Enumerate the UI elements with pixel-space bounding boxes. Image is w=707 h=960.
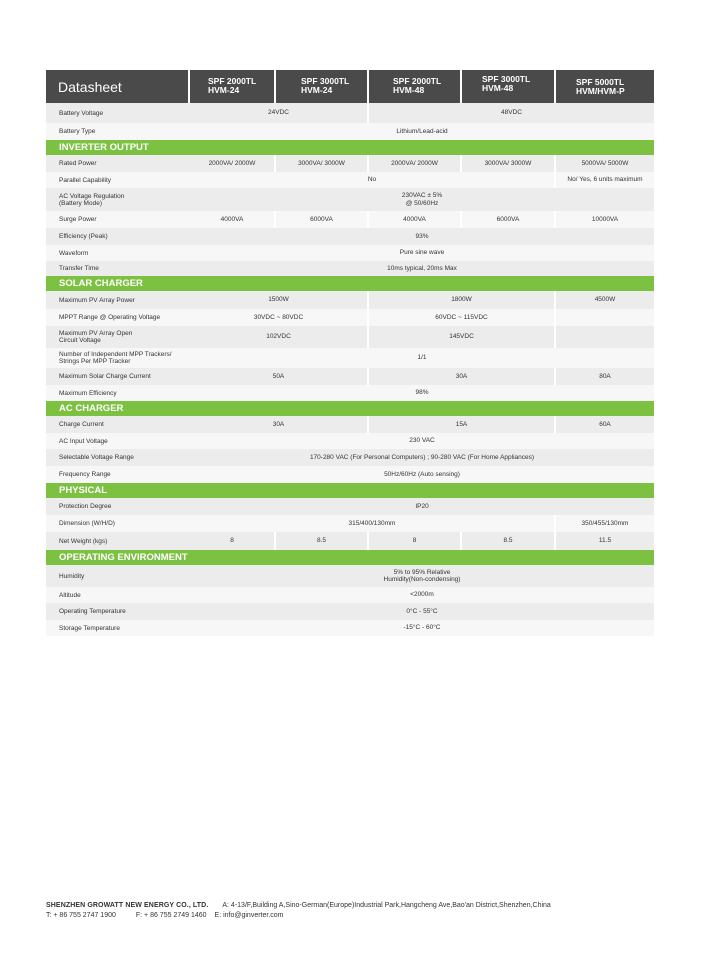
row-value [190,565,654,587]
row-value-line: 1800W [451,296,472,304]
row-value-line: 80A [599,372,611,380]
row-label-line: Efficiency (Peak) [59,233,108,240]
row-value-line: 8 [412,537,417,545]
row-value [369,416,554,433]
row-value-line: 98% [415,389,429,397]
table-row [46,123,654,140]
row-value [190,433,654,449]
row-value [556,291,654,309]
row-label-line: Protection Degree [59,503,112,510]
row-value-line: 60A [599,420,611,428]
model-header-1: SPF 2000TL HVM-24 [190,70,274,103]
model-header-3: SPF 2000TL HVM-48 [369,70,460,103]
table-row [46,103,654,123]
row-value [190,587,654,603]
row-value-line: 10ms typical, 20ms Max [387,264,457,272]
section-header: INVERTER OUTPUT [46,140,654,155]
row-value [190,385,654,401]
table-row [46,245,654,261]
row-label-line: Storage Temperature [59,624,120,632]
section-header: SOLAR CHARGER [46,276,654,291]
row-label [46,565,190,587]
row-label-line: Operating Temperature [59,608,126,615]
row-label [46,188,190,211]
row-value-line: Lithium/Lead-acid [396,127,448,135]
row-value [190,515,554,532]
row-label [46,103,190,123]
row-value-line: 6000VA [496,215,520,223]
row-label [46,348,190,368]
row-value [462,155,554,172]
footer [46,901,666,921]
row-value-line: 230VAC ± 5% [401,192,443,199]
row-label-line: MPPT Range @ Operating Voltage [59,314,161,321]
row-value-line: 315/400/130mm [348,519,396,527]
row-value-line: 30A [272,420,285,428]
row-value [556,155,654,172]
company-address: A: 4-13/F,Building A,Sino-German(Europe)Industrial Park,Hangcheng Ave,Bao'an District,Shenzhen,China [222,902,551,909]
row-value-line: 8.5 [503,537,513,545]
section-header: AC CHARGER [46,401,654,416]
row-label [46,228,190,245]
row-label-line: Circuit Voltage [59,337,101,344]
row-value [369,211,460,228]
row-value-line: 0°C - 55°C [406,607,438,615]
row-value [276,211,367,228]
row-value-line: 5000VA/ 5000W [581,159,629,167]
row-label-line: Maximum PV Array Power [59,296,135,304]
row-label [46,261,190,276]
row-value [369,368,554,385]
company-name: SHENZHEN GROWATT NEW ENERGY CO., LTD. [46,902,209,909]
row-label [46,123,190,140]
row-value [462,211,554,228]
table-row [46,466,654,483]
row-value-line: 4000VA [403,215,426,223]
row-label [46,620,190,636]
row-value [276,155,367,172]
row-label-line: Rated Power [59,160,97,167]
row-label [46,603,190,620]
row-label-line: Altitude [59,591,81,599]
row-label-line: Waveform [59,249,89,257]
row-value [190,532,274,550]
row-label-line: Number of Independent MPP Trackers/ [59,351,172,358]
row-value-line: 170-280 VAC (For Personal Computers) ; 90-280 VAC (For Home Appliances) [309,453,535,461]
row-value-line: No/ Yes, 6 units maximum [567,176,643,184]
row-label [46,211,190,228]
table-row [46,228,654,245]
row-value [190,326,367,348]
row-value-line: 15A [455,420,468,428]
model-header-2: SPF 3000TL HVM-24 [276,70,367,103]
row-label-line: Maximum PV Array Open [59,330,133,337]
row-value [190,466,654,483]
row-value-line: 4000VA [220,215,244,223]
row-value [190,245,654,261]
row-label-line: Dimension (W/H/D) [59,520,115,527]
table-row [46,368,654,385]
row-value-line: 8.5 [316,537,327,545]
row-label [46,416,190,433]
row-value [556,515,654,532]
row-label-line: Frequency Range [59,471,111,478]
table-row [46,433,654,449]
table-row [46,565,654,587]
row-value-line: Pure sine wave [399,249,445,257]
row-value [556,326,654,348]
table-row [46,309,654,326]
row-label [46,368,190,385]
row-value-line: 1/1 [417,354,427,362]
row-value [369,155,460,172]
row-value [190,291,367,309]
row-value [190,228,654,245]
row-value [369,309,554,326]
row-value [369,532,460,550]
table-row [46,326,654,348]
company-phone: T: + 86 755 2747 1900 [46,912,116,919]
row-value [190,449,654,466]
row-value-line: 102VDC [266,333,291,341]
row-value-line: 3000VA/ 3000W [298,159,345,167]
row-label [46,587,190,603]
row-value-line: 50A [272,372,285,380]
row-value [369,103,654,123]
footer-line-2 [46,911,666,921]
row-label-line: Surge Power [59,216,97,223]
row-value-line: 350/455/130mm [581,519,629,527]
row-label [46,449,190,466]
row-value [190,123,654,140]
row-value [190,155,274,172]
row-value [556,416,654,433]
row-label-line: AC Voltage Regulation [59,192,125,200]
row-label-line: Humidity [59,572,85,580]
table-row [46,291,654,309]
row-label-line: AC Input Voltage [59,437,108,445]
row-value [190,261,654,276]
row-value-line: @ 50/60Hz [405,199,439,207]
datasheet-table [46,70,654,636]
row-value [462,532,554,550]
row-value-line: 30A [455,372,468,380]
table-row [46,385,654,401]
row-value [556,172,654,188]
row-value-line: Humidity(Non-condensing) [383,576,461,583]
row-value-line: 2000VA/ 2000W [208,159,256,167]
table-row [46,603,654,620]
row-value [190,498,654,515]
row-value [190,188,654,211]
row-value [190,103,367,123]
table-row [46,515,654,532]
row-value-line: No [367,176,377,184]
row-value [556,211,654,228]
row-label [46,245,190,261]
table-row [46,211,654,228]
table-row [46,620,654,636]
row-value [369,326,554,348]
row-value-line: 93% [415,232,429,240]
row-value [190,172,554,188]
row-value-line: 10000VA [591,215,619,223]
row-value [190,603,654,620]
row-value-line: 1500W [268,296,289,304]
row-label-line: (Battery Mode) [59,199,102,207]
row-value [190,368,367,385]
row-label [46,326,190,348]
table-row [46,348,654,368]
row-label-line: Net Weight (kgs) [59,537,108,545]
row-value [369,291,554,309]
table-row [46,532,654,550]
row-value-line: 5% to 95% Relative [393,568,451,576]
row-label-line: Selectable Voltage Range [59,454,134,461]
table-header [46,70,654,103]
row-label [46,498,190,515]
row-label [46,532,190,550]
row-label [46,433,190,449]
footer-line-1 [46,901,666,911]
row-value [190,348,654,368]
row-label-line: Transfer Time [59,265,99,272]
row-value-line: 145VDC [449,333,474,341]
row-label-line: Strings Per MPP Tracker [59,358,131,365]
row-value [556,368,654,385]
model-header-5: SPF 5000TL HVM/HVM-P [556,70,654,103]
row-value-line: 30VDC ~ 80VDC [253,313,304,321]
company-email: E: info@ginverter.com [214,912,284,919]
row-value-line: 60VDC ~ 115VDC [435,313,488,321]
datasheet-title: Datasheet [46,70,188,103]
table-row [46,498,654,515]
table-row [46,172,654,188]
row-value-line: 50Hz/60Hz (Auto sensing) [384,470,460,478]
row-value [190,620,654,636]
row-label-line: Maximum Solar Charge Current [59,373,151,380]
row-label [46,466,190,483]
row-value-line: 8 [230,537,234,545]
row-value [190,309,367,326]
row-label [46,291,190,309]
row-value-line: IP20 [415,502,429,510]
row-value [556,309,654,326]
company-fax: F: + 86 755 2749 1460 [135,912,207,919]
row-value [276,532,367,550]
table-row [46,449,654,466]
row-value [556,532,654,550]
row-label [46,172,190,188]
table-body [46,103,654,636]
table-row [46,155,654,172]
table-row [46,261,654,276]
table-row [46,587,654,603]
table-row [46,416,654,433]
model-header-4: SPF 3000TL HVM-48 [462,70,554,103]
row-label-line: Battery Voltage [59,109,104,117]
row-label [46,515,190,532]
row-label-line: Parallel Capability [59,176,112,184]
row-value-line: 6000VA [310,215,333,223]
row-value [190,416,367,433]
row-value-line: 4500W [594,296,616,304]
row-value-line: 3000VA/ 3000W [484,159,532,167]
row-label-line: Battery Type [59,128,96,135]
row-label-line: Maximum Efficiency [59,389,117,397]
row-value [190,211,274,228]
row-label [46,155,190,172]
row-value-line: 48VDC [501,109,522,117]
row-label [46,309,190,326]
row-value-line: <2000m [410,591,434,599]
row-value-line: 24VDC [268,109,289,117]
row-label-line: Charge Current [59,421,104,428]
section-header: OPERATING ENVIRONMENT [46,550,654,565]
row-value-line: 230 VAC [409,437,435,445]
row-value-line: -15°C - 60°C [403,624,441,632]
section-header: PHYSICAL [46,483,654,498]
row-value-line: 2000VA/ 2000W [391,159,438,167]
row-value-line: 11.5 [598,537,612,545]
row-label [46,385,190,401]
table-row [46,188,654,211]
